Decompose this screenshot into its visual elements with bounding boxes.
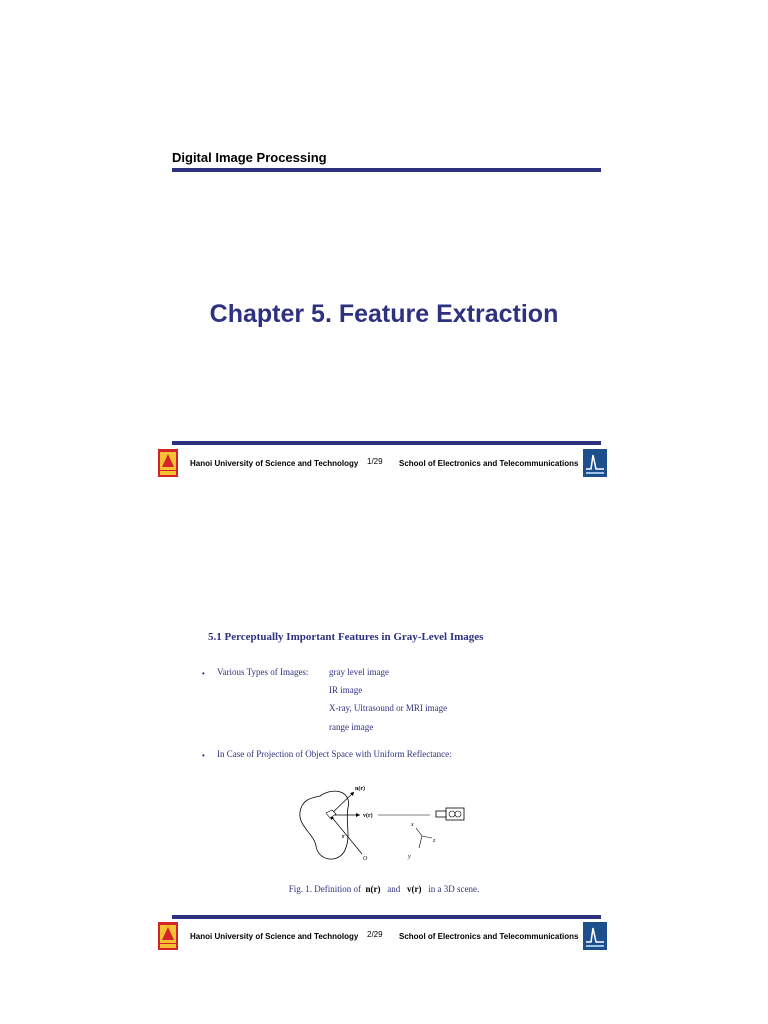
- caption-prefix: Fig. 1. Definition of: [288, 884, 361, 894]
- image-type-item: IR image: [329, 685, 363, 695]
- header-rule: [172, 168, 601, 172]
- camera-icon: [436, 808, 464, 820]
- footer-school: School of Electronics and Telecommunications: [399, 459, 579, 468]
- footer-university: Hanoi University of Science and Technology: [190, 459, 359, 468]
- label-y: y: [408, 854, 411, 860]
- page-number: 2/29: [367, 930, 383, 939]
- school-logo: [583, 449, 607, 477]
- caption-v: v(r): [407, 884, 422, 894]
- image-type-item: range image: [329, 722, 374, 732]
- label-r: r: [342, 834, 345, 840]
- image-type-item: gray level image: [329, 667, 389, 677]
- label-o: O: [363, 856, 368, 862]
- caption-suffix: in a 3D scene.: [428, 884, 480, 894]
- label-n: n(r): [355, 786, 365, 792]
- school-logo: [583, 922, 607, 950]
- object-outline: [300, 791, 349, 859]
- section-heading: 5.1 Perceptually Important Features in Gray-Level Images: [208, 631, 484, 643]
- caption-n: n(r): [365, 884, 381, 894]
- label-x: x: [411, 822, 414, 828]
- university-logo: [158, 449, 178, 477]
- university-logo: [158, 922, 178, 950]
- label-z: z: [433, 838, 436, 844]
- course-title: Digital Image Processing: [172, 150, 327, 165]
- footer-school: School of Electronics and Telecommunications: [399, 932, 579, 941]
- bullet-image-types: Various Types of Images:: [217, 667, 309, 677]
- chapter-title: Chapter 5. Feature Extraction: [209, 300, 559, 328]
- footer-university: Hanoi University of Science and Technology: [190, 932, 359, 941]
- caption-and: and: [387, 884, 401, 894]
- footer-rule-2: [172, 915, 601, 919]
- figure-caption: [0, 884, 768, 894]
- bullet-dot: •: [202, 669, 205, 678]
- page-number: 1/29: [367, 457, 383, 466]
- figure-3d-scene: [290, 778, 480, 868]
- bullet-projection: In Case of Projection of Object Space with Uniform Reflectance:: [217, 749, 452, 759]
- image-type-item: X-ray, Ultrasound or MRI image: [329, 703, 448, 713]
- bullet-dot: •: [202, 751, 205, 760]
- label-v: v(r): [363, 813, 373, 819]
- footer-rule-1: [172, 441, 601, 445]
